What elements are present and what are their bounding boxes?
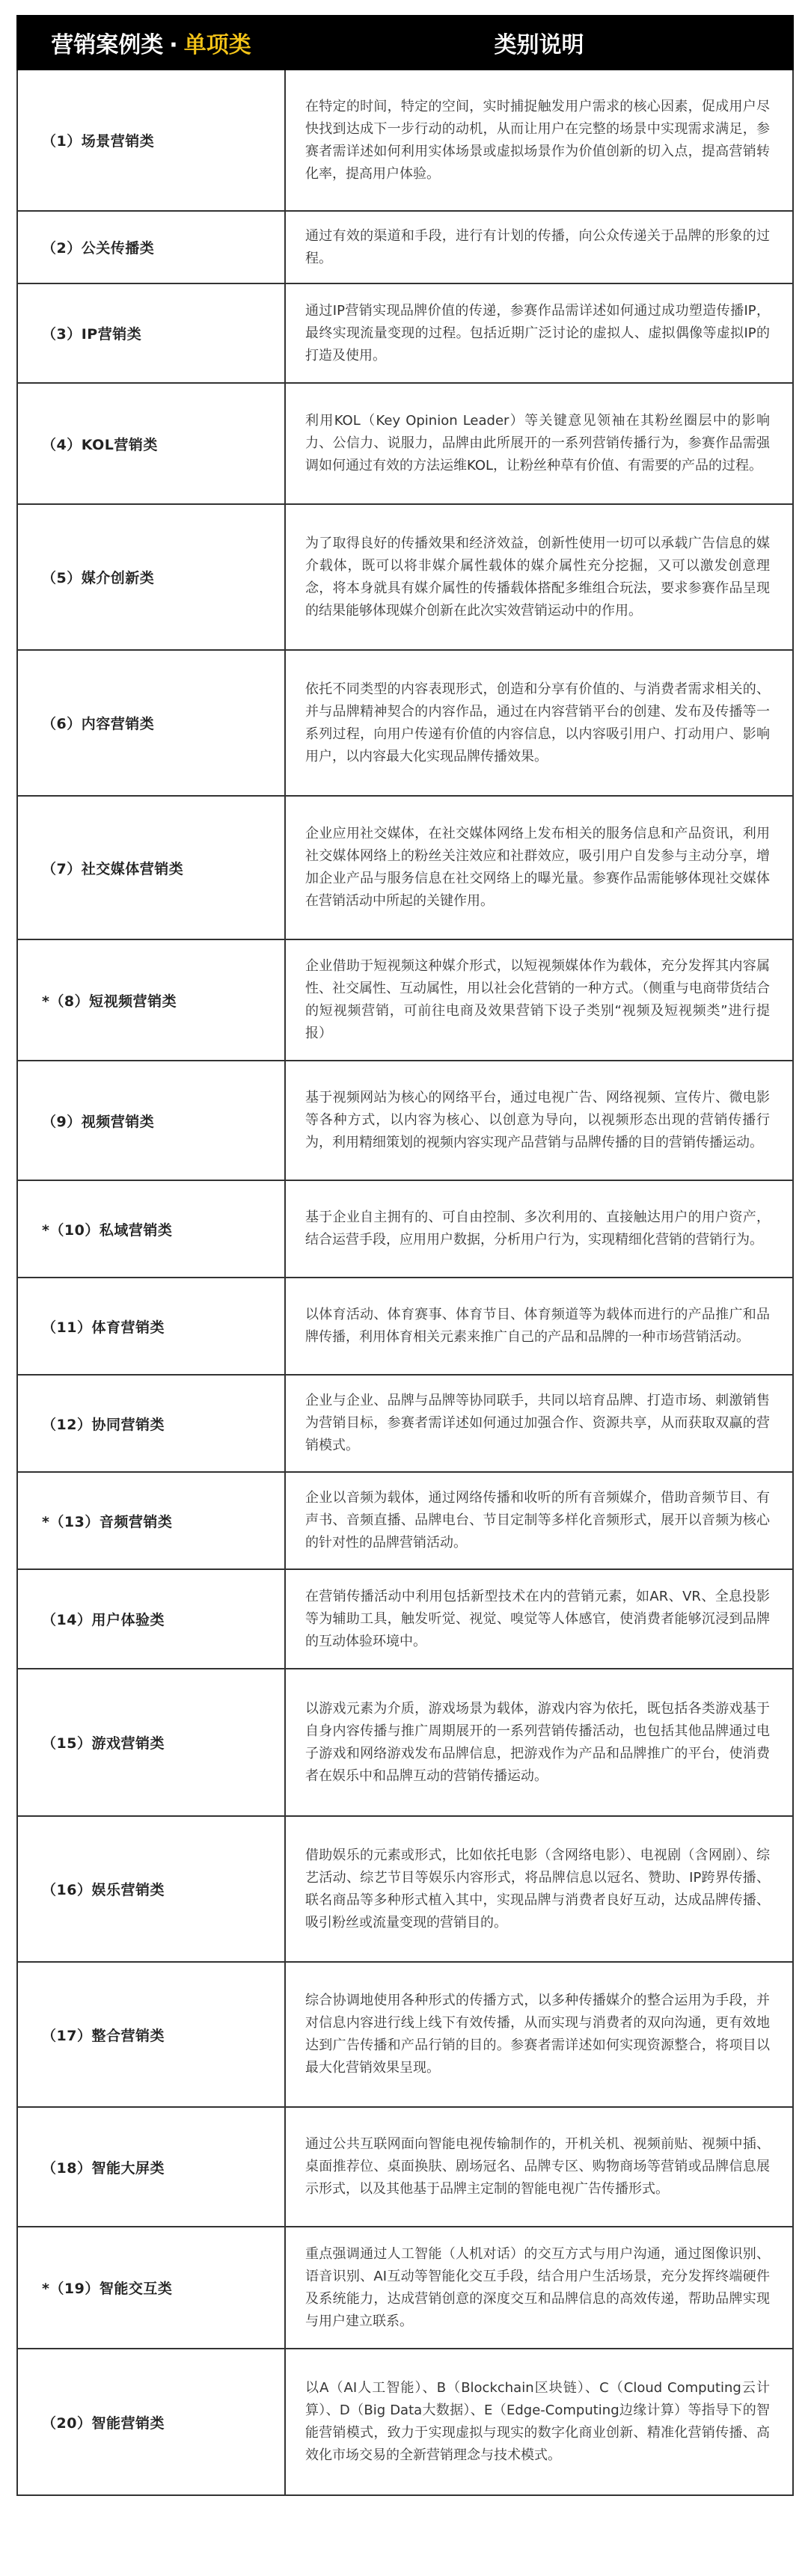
category-name: （6）内容营销类 (17, 650, 285, 796)
category-description: 基于视频网站为核心的网络平台，通过电视广告、网络视频、宣传片、微电影等各种方式，以内容为核心、以创意为导向，以视频形态出现的营销传播行为，利用精细策划的视频内容实现产品营销与品牌传播的目的营销传播运动。 (285, 1061, 793, 1180)
category-description: 通过有效的渠道和手段，进行有计划的传播，向公众传递关于品牌的形象的过程。 (285, 211, 793, 283)
category-name: （1）场景营销类 (17, 70, 285, 211)
table-row (17, 796, 793, 939)
table-row (17, 383, 793, 504)
table-row (17, 211, 793, 283)
table-row (17, 70, 793, 211)
category-description: 基于企业自主拥有的、可自由控制、多次利用的、直接触达用户的用户资产，结合运营手段，应用用户数据，分析用户行为，实现精细化营销的营销行为。 (285, 1180, 793, 1278)
category-name: （5）媒介创新类 (17, 504, 285, 650)
table-row (17, 1180, 793, 1278)
category-table (16, 15, 794, 2496)
category-description: 企业应用社交媒体，在社交媒体网络上发布相关的服务信息和产品资讯，利用社交媒体网络上的粉丝关注效应和社群效应，吸引用户自发参与主动分享，增加企业产品与服务信息在社交网络上的曝光量。参赛作品需能够体现社交媒体在营销活动中所起的关键作用。 (285, 796, 793, 939)
category-name: （20）智能营销类 (17, 2349, 285, 2495)
category-name: *（19）智能交互类 (17, 2227, 285, 2349)
category-description: 在特定的时间，特定的空间，实时捕捉触发用户需求的核心因素，促成用户尽快找到达成下一步行动的动机，从而让用户在完整的场景中实现需求满足，参赛者需详述如何利用实体场景或虚拟场景作为价值创新的切入点，提高营销转化率，提高用户体验。 (285, 70, 793, 211)
category-name: （15）游戏营销类 (17, 1669, 285, 1816)
table-row (17, 2227, 793, 2349)
category-description: 利用KOL（Key Opinion Leader）等关键意见领袖在其粉丝圈层中的影响力、公信力、说服力，品牌由此所展开的一系列营销传播行为，参赛作品需强调如何通过有效的方法运维KOL，让粉丝种草有价值、有需要的产品的过程。 (285, 383, 793, 504)
category-name: *（13）音频营销类 (17, 1472, 285, 1569)
header-category-accent: 单项类 (183, 32, 251, 58)
category-name: （16）娱乐营销类 (17, 1816, 285, 1962)
table-row (17, 1816, 793, 1962)
category-description: 以体育活动、体育赛事、体育节目、体育频道等为载体而进行的产品推广和品牌传播，利用体育相关元素来推广自己的产品和品牌的一种市场营销活动。 (285, 1278, 793, 1375)
header-description: 类别说明 (285, 16, 793, 70)
header-separator: · (169, 32, 178, 58)
category-name: （18）智能大屏类 (17, 2107, 285, 2227)
category-table-wrapper (16, 15, 792, 2496)
category-description: 企业以音频为载体，通过网络传播和收听的所有音频媒介，借助音频节目、有声书、音频直播、品牌电台、节目定制等多样化音频形式，展开以音频为核心的针对性的品牌营销活动。 (285, 1472, 793, 1569)
table-row (17, 1472, 793, 1569)
table-row (17, 1375, 793, 1472)
category-name: （11）体育营销类 (17, 1278, 285, 1375)
category-name: （17）整合营销类 (17, 1962, 285, 2107)
table-row (17, 1962, 793, 2107)
table-row (17, 2349, 793, 2495)
table-row (17, 939, 793, 1061)
category-name: （7）社交媒体营销类 (17, 796, 285, 939)
category-description: 借助娱乐的元素或形式，比如依托电影（含网络电影）、电视剧（含网剧）、综艺活动、综艺节目等娱乐内容形式，将品牌信息以冠名、赞助、IP跨界传播、联名商品等多种形式植入其中，实现品牌与消费者良好互动，达成品牌传播、吸引粉丝或流量变现的营销目的。 (285, 1816, 793, 1962)
category-name: （4）KOL营销类 (17, 383, 285, 504)
table-row (17, 1569, 793, 1669)
category-name: （12）协同营销类 (17, 1375, 285, 1472)
category-description: 以游戏元素为介质，游戏场景为载体，游戏内容为依托，既包括各类游戏基于自身内容传播与推广周期展开的一系列营销传播活动，也包括其他品牌通过电子游戏和网络游戏发布品牌信息，把游戏作为产品和品牌推广的平台，使消费者在娱乐中和品牌互动的营销传播运动。 (285, 1669, 793, 1816)
category-description: 以A（AI人工智能）、B（Blockchain区块链）、C（Cloud Computing云计算）、D（Big Data大数据）、E（Edge-Computing边缘计算）等指导下的智能营销模式，致力于实现虚拟与现实的数字化商业创新、精准化营销传播、高效化市场交易的全新营销理念与技术模式。 (285, 2349, 793, 2495)
table-row (17, 283, 793, 383)
table-row (17, 650, 793, 796)
category-name: （3）IP营销类 (17, 283, 285, 383)
category-description: 重点强调通过人工智能（人机对话）的交互方式与用户沟通，通过图像识别、语音识别、AI互动等智能化交互手段，结合用户生活场景，充分发挥终端硬件及系统能力，达成营销创意的深度交互和品牌信息的高效传递，帮助品牌实现与用户建立联系。 (285, 2227, 793, 2349)
category-description: 通过IP营销实现品牌价值的传递，参赛作品需详述如何通过成功塑造传播IP，最终实现流量变现的过程。包括近期广泛讨论的虚拟人、虚拟偶像等虚拟IP的打造及使用。 (285, 283, 793, 383)
table-body (17, 70, 793, 2495)
table-row (17, 1278, 793, 1375)
table-row (17, 1061, 793, 1180)
header-category-prefix: 营销案例类 (51, 32, 164, 58)
category-description: 企业与企业、品牌与品牌等协同联手，共同以培育品牌、打造市场、刺激销售为营销目标，参赛者需详述如何通过加强合作、资源共享，从而获取双赢的营销模式。 (285, 1375, 793, 1472)
table-header-row (17, 16, 793, 70)
category-name: （2）公关传播类 (17, 211, 285, 283)
category-description: 依托不同类型的内容表现形式，创造和分享有价值的、与消费者需求相关的、并与品牌精神契合的内容作品，通过在内容营销平台的创建、发布及传播等一系列过程，向用户传递有价值的内容信息，以内容吸引用户、打动用户、影响用户，以内容最大化实现品牌传播效果。 (285, 650, 793, 796)
table-row (17, 504, 793, 650)
category-description: 为了取得良好的传播效果和经济效益，创新性使用一切可以承载广告信息的媒介载体，既可以将非媒介属性载体的媒介属性充分挖掘，又可以激发创意理念，将本身就具有媒介属性的传播载体搭配多维组合玩法，要求参赛作品呈现的结果能够体现媒介创新在此次实效营销运动中的作用。 (285, 504, 793, 650)
category-description: 通过公共互联网面向智能电视传输制作的，开机关机、视频前贴、视频中插、桌面推荐位、桌面换肤、剧场冠名、品牌专区、购物商场等营销或品牌信息展示形式，以及其他基于品牌主定制的智能电视广告传播形式。 (285, 2107, 793, 2227)
category-description: 在营销传播活动中利用包括新型技术在内的营销元素，如AR、VR、全息投影等为辅助工具，触发听觉、视觉、嗅觉等人体感官，使消费者能够沉浸到品牌的互动体验环境中。 (285, 1569, 793, 1669)
table-row (17, 1669, 793, 1816)
category-name: *（10）私域营销类 (17, 1180, 285, 1278)
table-row (17, 2107, 793, 2227)
category-description: 企业借助于短视频这种媒介形式，以短视频媒体作为载体，充分发挥其内容属性、社交属性、互动属性，用以社会化营销的一种方式。（侧重与电商带货结合的短视频营销，可前往电商及效果营销下设子类别“视频及短视频类”进行提报） (285, 939, 793, 1061)
header-category (17, 16, 285, 70)
category-name: *（8）短视频营销类 (17, 939, 285, 1061)
category-name: （14）用户体验类 (17, 1569, 285, 1669)
category-description: 综合协调地使用各种形式的传播方式，以多种传播媒介的整合运用为手段，并对信息内容进行线上线下有效传播，从而实现与消费者的双向沟通，更有效地达到广告传播和产品行销的目的。参赛者需详述如何实现资源整合，将项目以最大化营销效果呈现。 (285, 1962, 793, 2107)
category-name: （9）视频营销类 (17, 1061, 285, 1180)
